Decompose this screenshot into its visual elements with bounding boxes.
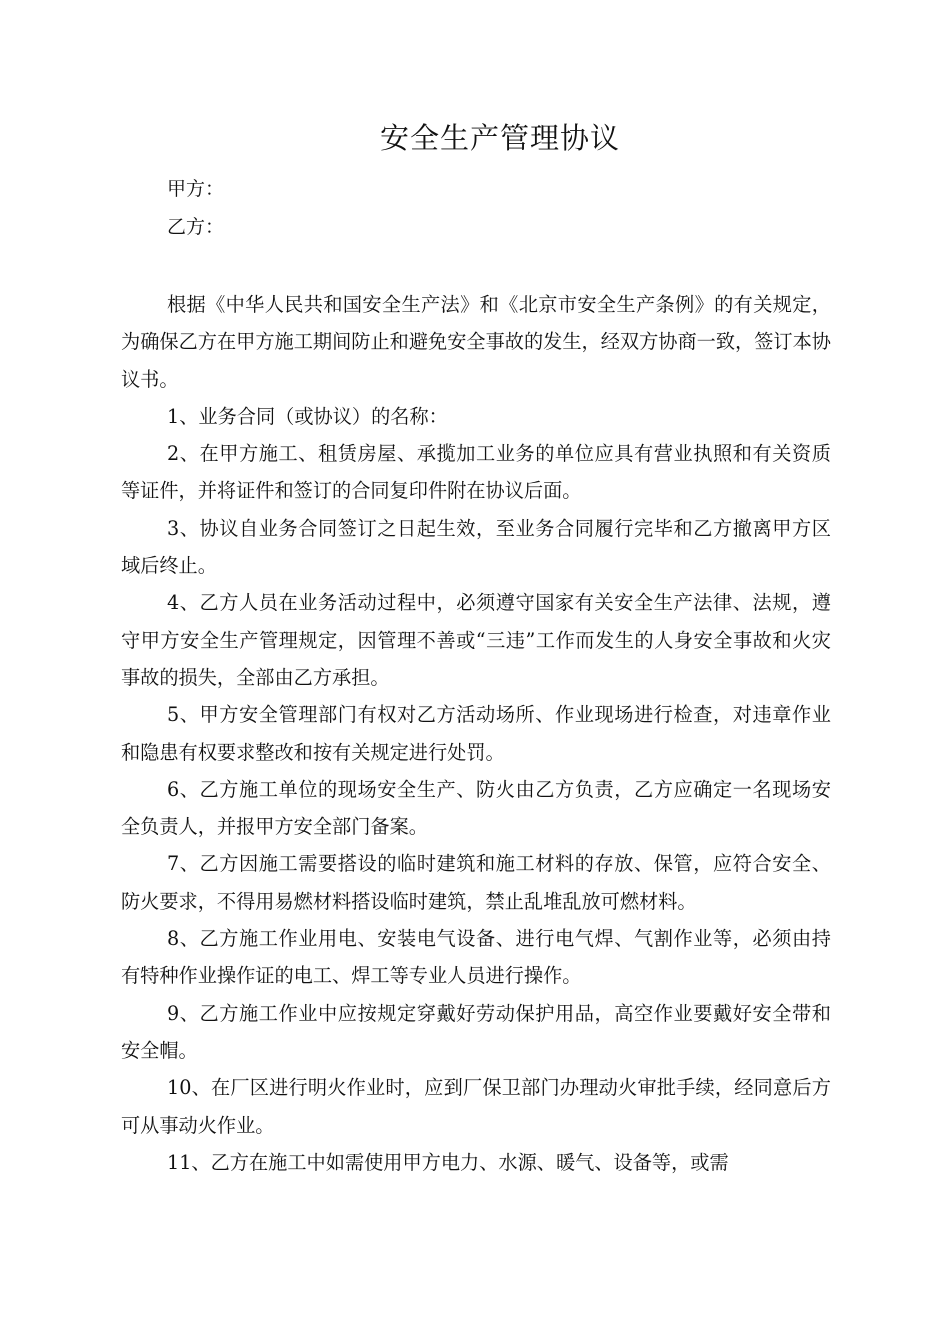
paragraph-clause-6: 6、乙方施工单位的现场安全生产、防火由乙方负责，乙方应确定一名现场安全负责人，并报甲方安全部门备案。 — [121, 777, 831, 839]
paragraph-clause-7: 7、乙方因施工需要搭设的临时建筑和施工材料的存放、保管，应符合安全、防火要求，不得用易燃材料搭设临时建筑，禁止乱堆乱放可燃材料。 — [121, 852, 831, 913]
paragraph-clause-10: 10、在厂区进行明火作业时，应到厂保卫部门办理动火审批手续，经同意后方可从事动火作业。 — [121, 1076, 831, 1137]
paragraph-clause-5: 5、甲方安全管理部门有权对乙方活动场所、作业现场进行检查，对违章作业和隐患有权要求整改和按有关规定进行处罚。 — [121, 703, 831, 764]
paragraph-clause-4: 4、乙方人员在业务活动过程中，必须遵守国家有关安全生产法律、法规，遵守甲方安全生产管理规定，因管理不善或“三违”工作而发生的人身安全事故和火灾事故的损失，全部由乙方承担。 — [121, 591, 831, 689]
paragraph-preamble: 根据《中华人民共和国安全生产法》和《北京市安全生产条例》的有关规定，为确保乙方在甲方施工期间防止和避免安全事故的发生，经双方协商一致，签订本协议书。 — [121, 293, 831, 391]
party-a-label: 甲方： — [167, 178, 225, 200]
paragraph-clause-2: 2、在甲方施工、租赁房屋、承揽加工业务的单位应具有营业执照和有关资质等证件，并将证件和签订的合同复印件附在协议后面。 — [121, 442, 831, 503]
paragraph-clause-8: 8、乙方施工作业用电、安装电气设备、进行电气焊、气割作业等，必须由持有特种作业操作证的电工、焊工等专业人员进行操作。 — [121, 927, 831, 988]
document-body — [121, 286, 831, 1181]
party-b-label: 乙方： — [167, 216, 225, 238]
paragraph-clause-11: 11、乙方在施工中如需使用甲方电力、水源、暖气、设备等，或需 — [167, 1150, 729, 1174]
paragraph-clause-1: 1、业务合同（或协议）的名称： — [167, 404, 448, 428]
document-title: 安全生产管理协议 — [379, 121, 620, 155]
paragraph-clause-9: 9、乙方施工作业中应按规定穿戴好劳动保护用品，高空作业要戴好安全带和安全帽。 — [121, 1001, 831, 1062]
paragraph-clause-3: 3、协议自业务合同签订之日起生效，至业务合同履行完毕和乙方撤离甲方区域后终止。 — [121, 516, 831, 578]
